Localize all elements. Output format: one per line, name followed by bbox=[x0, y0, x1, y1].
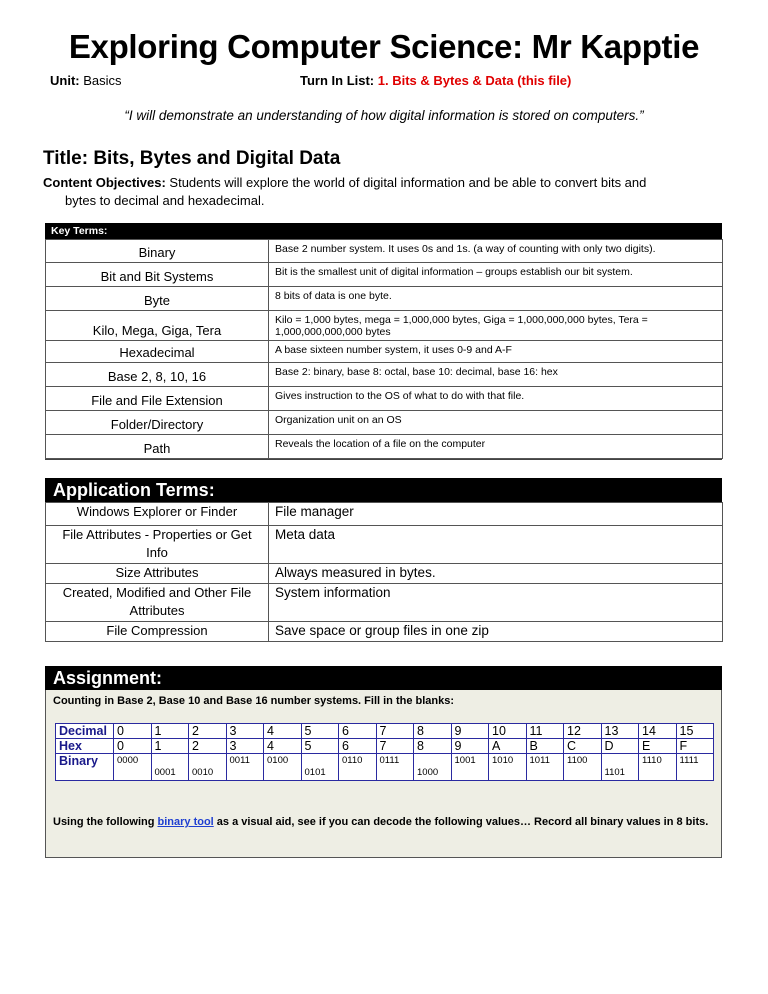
application-term-row bbox=[46, 526, 723, 564]
decimal-row-label: Decimal bbox=[56, 724, 114, 739]
section-title: Title: Bits, Bytes and Digital Data bbox=[43, 148, 341, 169]
key-term-definition: Bit is the smallest unit of digital information – groups establish our bit system. bbox=[269, 263, 723, 287]
key-term-definition: Gives instruction to the OS of what to do with that file. bbox=[269, 387, 723, 411]
hex-cell: 3 bbox=[226, 739, 264, 754]
application-term-definition: Meta data bbox=[269, 526, 723, 564]
decimal-cell: 12 bbox=[564, 724, 602, 739]
assignment-subtitle: Counting in Base 2, Base 10 and Base 16 number systems. Fill in the blanks: bbox=[53, 695, 455, 707]
binary-tool-link[interactable]: binary tool bbox=[157, 816, 214, 828]
decimal-cell: 3 bbox=[226, 724, 264, 739]
key-term-row bbox=[46, 341, 723, 363]
unit-label: Unit: bbox=[50, 73, 80, 88]
binary-cell: 1011 bbox=[526, 754, 564, 781]
application-term-name: Windows Explorer or Finder bbox=[46, 503, 269, 526]
binary-cell: 0011 bbox=[226, 754, 264, 781]
key-term-name: Folder/Directory bbox=[46, 411, 269, 435]
binary-cell: 1100 bbox=[564, 754, 602, 781]
hex-cell: 2 bbox=[189, 739, 227, 754]
decimal-cell: 11 bbox=[526, 724, 564, 739]
turnin-value: 1. Bits & Bytes & Data (this file) bbox=[377, 73, 572, 88]
key-term-name: Base 2, 8, 10, 16 bbox=[46, 363, 269, 387]
unit-value: Basics bbox=[83, 73, 122, 88]
decimal-cell: 7 bbox=[376, 724, 414, 739]
application-term-definition: File manager bbox=[269, 503, 723, 526]
objectives-label: Content Objectives: bbox=[43, 175, 166, 190]
application-term-name: Size Attributes bbox=[46, 564, 269, 584]
hex-cell: C bbox=[564, 739, 602, 754]
hex-cell: A bbox=[489, 739, 527, 754]
binary-line-post: as a visual aid, see if you can decode the following values… Record all binary values in 8 bits. bbox=[216, 816, 709, 828]
key-term-row bbox=[46, 240, 723, 263]
binary-cell: 1010 bbox=[489, 754, 527, 781]
hex-cell: 8 bbox=[414, 739, 452, 754]
key-term-row bbox=[46, 387, 723, 411]
binary-cell: 0001 bbox=[151, 754, 189, 781]
decimal-cell: 6 bbox=[339, 724, 377, 739]
key-terms-heading: Key Terms: bbox=[45, 223, 722, 239]
binary-cell: 0000 bbox=[114, 754, 152, 781]
binary-line-pre: Using the following bbox=[53, 816, 155, 828]
objectives-text-cont: bytes to decimal and hexadecimal. bbox=[65, 193, 265, 208]
key-term-row bbox=[46, 287, 723, 311]
assignment-heading: Assignment: bbox=[45, 666, 722, 690]
hex-cell: 1 bbox=[151, 739, 189, 754]
objectives-text: Students will explore the world of digital information and be able to convert bits and bbox=[169, 175, 647, 190]
decimal-cell: 14 bbox=[639, 724, 677, 739]
objective-quote: “I will demonstrate an understanding of how digital information is stored on computers.” bbox=[124, 108, 644, 123]
key-term-definition: Kilo = 1,000 bytes, mega = 1,000,000 bytes, Giga = 1,000,000,000 bytes, Tera = 1,000,000,000,000 bytes bbox=[269, 311, 723, 341]
binary-tool-instruction bbox=[53, 816, 708, 828]
hex-cell: 7 bbox=[376, 739, 414, 754]
binary-cell: 1110 bbox=[639, 754, 677, 781]
key-term-definition: A base sixteen number system, it uses 0-9 and A-F bbox=[269, 341, 723, 363]
decimal-cell: 13 bbox=[601, 724, 639, 739]
hex-cell: 0 bbox=[114, 739, 152, 754]
binary-cell: 1000 bbox=[414, 754, 452, 781]
binary-cell: 0111 bbox=[376, 754, 414, 781]
page-title: Exploring Computer Science: Mr Kapptie bbox=[68, 28, 700, 65]
decimal-cell: 5 bbox=[301, 724, 339, 739]
key-term-name: Bit and Bit Systems bbox=[46, 263, 269, 287]
application-terms-table bbox=[45, 502, 723, 642]
decimal-cell: 1 bbox=[151, 724, 189, 739]
decimal-cell: 9 bbox=[451, 724, 489, 739]
hex-cell: 9 bbox=[451, 739, 489, 754]
key-term-name: Hexadecimal bbox=[46, 341, 269, 363]
key-term-row bbox=[46, 411, 723, 435]
key-term-name: Byte bbox=[46, 287, 269, 311]
key-term-row bbox=[46, 363, 723, 387]
binary-cell: 0100 bbox=[264, 754, 302, 781]
application-term-row bbox=[46, 584, 723, 622]
decimal-cell: 2 bbox=[189, 724, 227, 739]
binary-cell: 1001 bbox=[451, 754, 489, 781]
number-systems-table bbox=[55, 723, 714, 781]
decimal-cell: 15 bbox=[676, 724, 714, 739]
turnin-line bbox=[300, 73, 571, 88]
application-term-name: File Compression bbox=[46, 622, 269, 642]
binary-cell: 0110 bbox=[339, 754, 377, 781]
key-term-definition: Base 2: binary, base 8: octal, base 10: decimal, base 16: hex bbox=[269, 363, 723, 387]
application-term-row bbox=[46, 564, 723, 584]
hex-cell: E bbox=[639, 739, 677, 754]
binary-cell: 0101 bbox=[301, 754, 339, 781]
key-term-row bbox=[46, 263, 723, 287]
hex-row-label: Hex bbox=[56, 739, 114, 754]
decimal-cell: 10 bbox=[489, 724, 527, 739]
application-term-row bbox=[46, 622, 723, 642]
key-term-definition: Organization unit on an OS bbox=[269, 411, 723, 435]
decimal-cell: 0 bbox=[114, 724, 152, 739]
application-term-definition: Always measured in bytes. bbox=[269, 564, 723, 584]
hex-cell: 5 bbox=[301, 739, 339, 754]
key-term-row bbox=[46, 311, 723, 341]
application-term-row bbox=[46, 503, 723, 526]
binary-row-label: Binary bbox=[56, 754, 114, 781]
key-term-row bbox=[46, 435, 723, 459]
hex-cell: B bbox=[526, 739, 564, 754]
key-terms-table bbox=[45, 239, 723, 459]
binary-cell: 0010 bbox=[189, 754, 227, 781]
key-term-definition: Base 2 number system. It uses 0s and 1s. (a way of counting with only two digits). bbox=[269, 240, 723, 263]
hex-cell: 4 bbox=[264, 739, 302, 754]
key-term-definition: 8 bits of data is one byte. bbox=[269, 287, 723, 311]
application-term-definition: Save space or group files in one zip bbox=[269, 622, 723, 642]
key-term-definition: Reveals the location of a file on the computer bbox=[269, 435, 723, 459]
binary-cell: 1111 bbox=[676, 754, 714, 781]
unit-line bbox=[50, 73, 122, 88]
key-term-name: Binary bbox=[46, 240, 269, 263]
hex-cell: D bbox=[601, 739, 639, 754]
hex-cell: F bbox=[676, 739, 714, 754]
application-term-name: Created, Modified and Other File Attributes bbox=[46, 584, 269, 622]
application-terms-heading: Application Terms: bbox=[45, 478, 722, 502]
hex-cell: 6 bbox=[339, 739, 377, 754]
decimal-cell: 4 bbox=[264, 724, 302, 739]
key-term-name: File and File Extension bbox=[46, 387, 269, 411]
turnin-label: Turn In List: bbox=[300, 73, 375, 88]
binary-cell: 1101 bbox=[601, 754, 639, 781]
key-term-name: Kilo, Mega, Giga, Tera bbox=[46, 311, 269, 341]
application-term-definition: System information bbox=[269, 584, 723, 622]
decimal-cell: 8 bbox=[414, 724, 452, 739]
content-objectives bbox=[43, 174, 733, 210]
application-term-name: File Attributes - Properties or Get Info bbox=[46, 526, 269, 564]
key-term-name: Path bbox=[46, 435, 269, 459]
